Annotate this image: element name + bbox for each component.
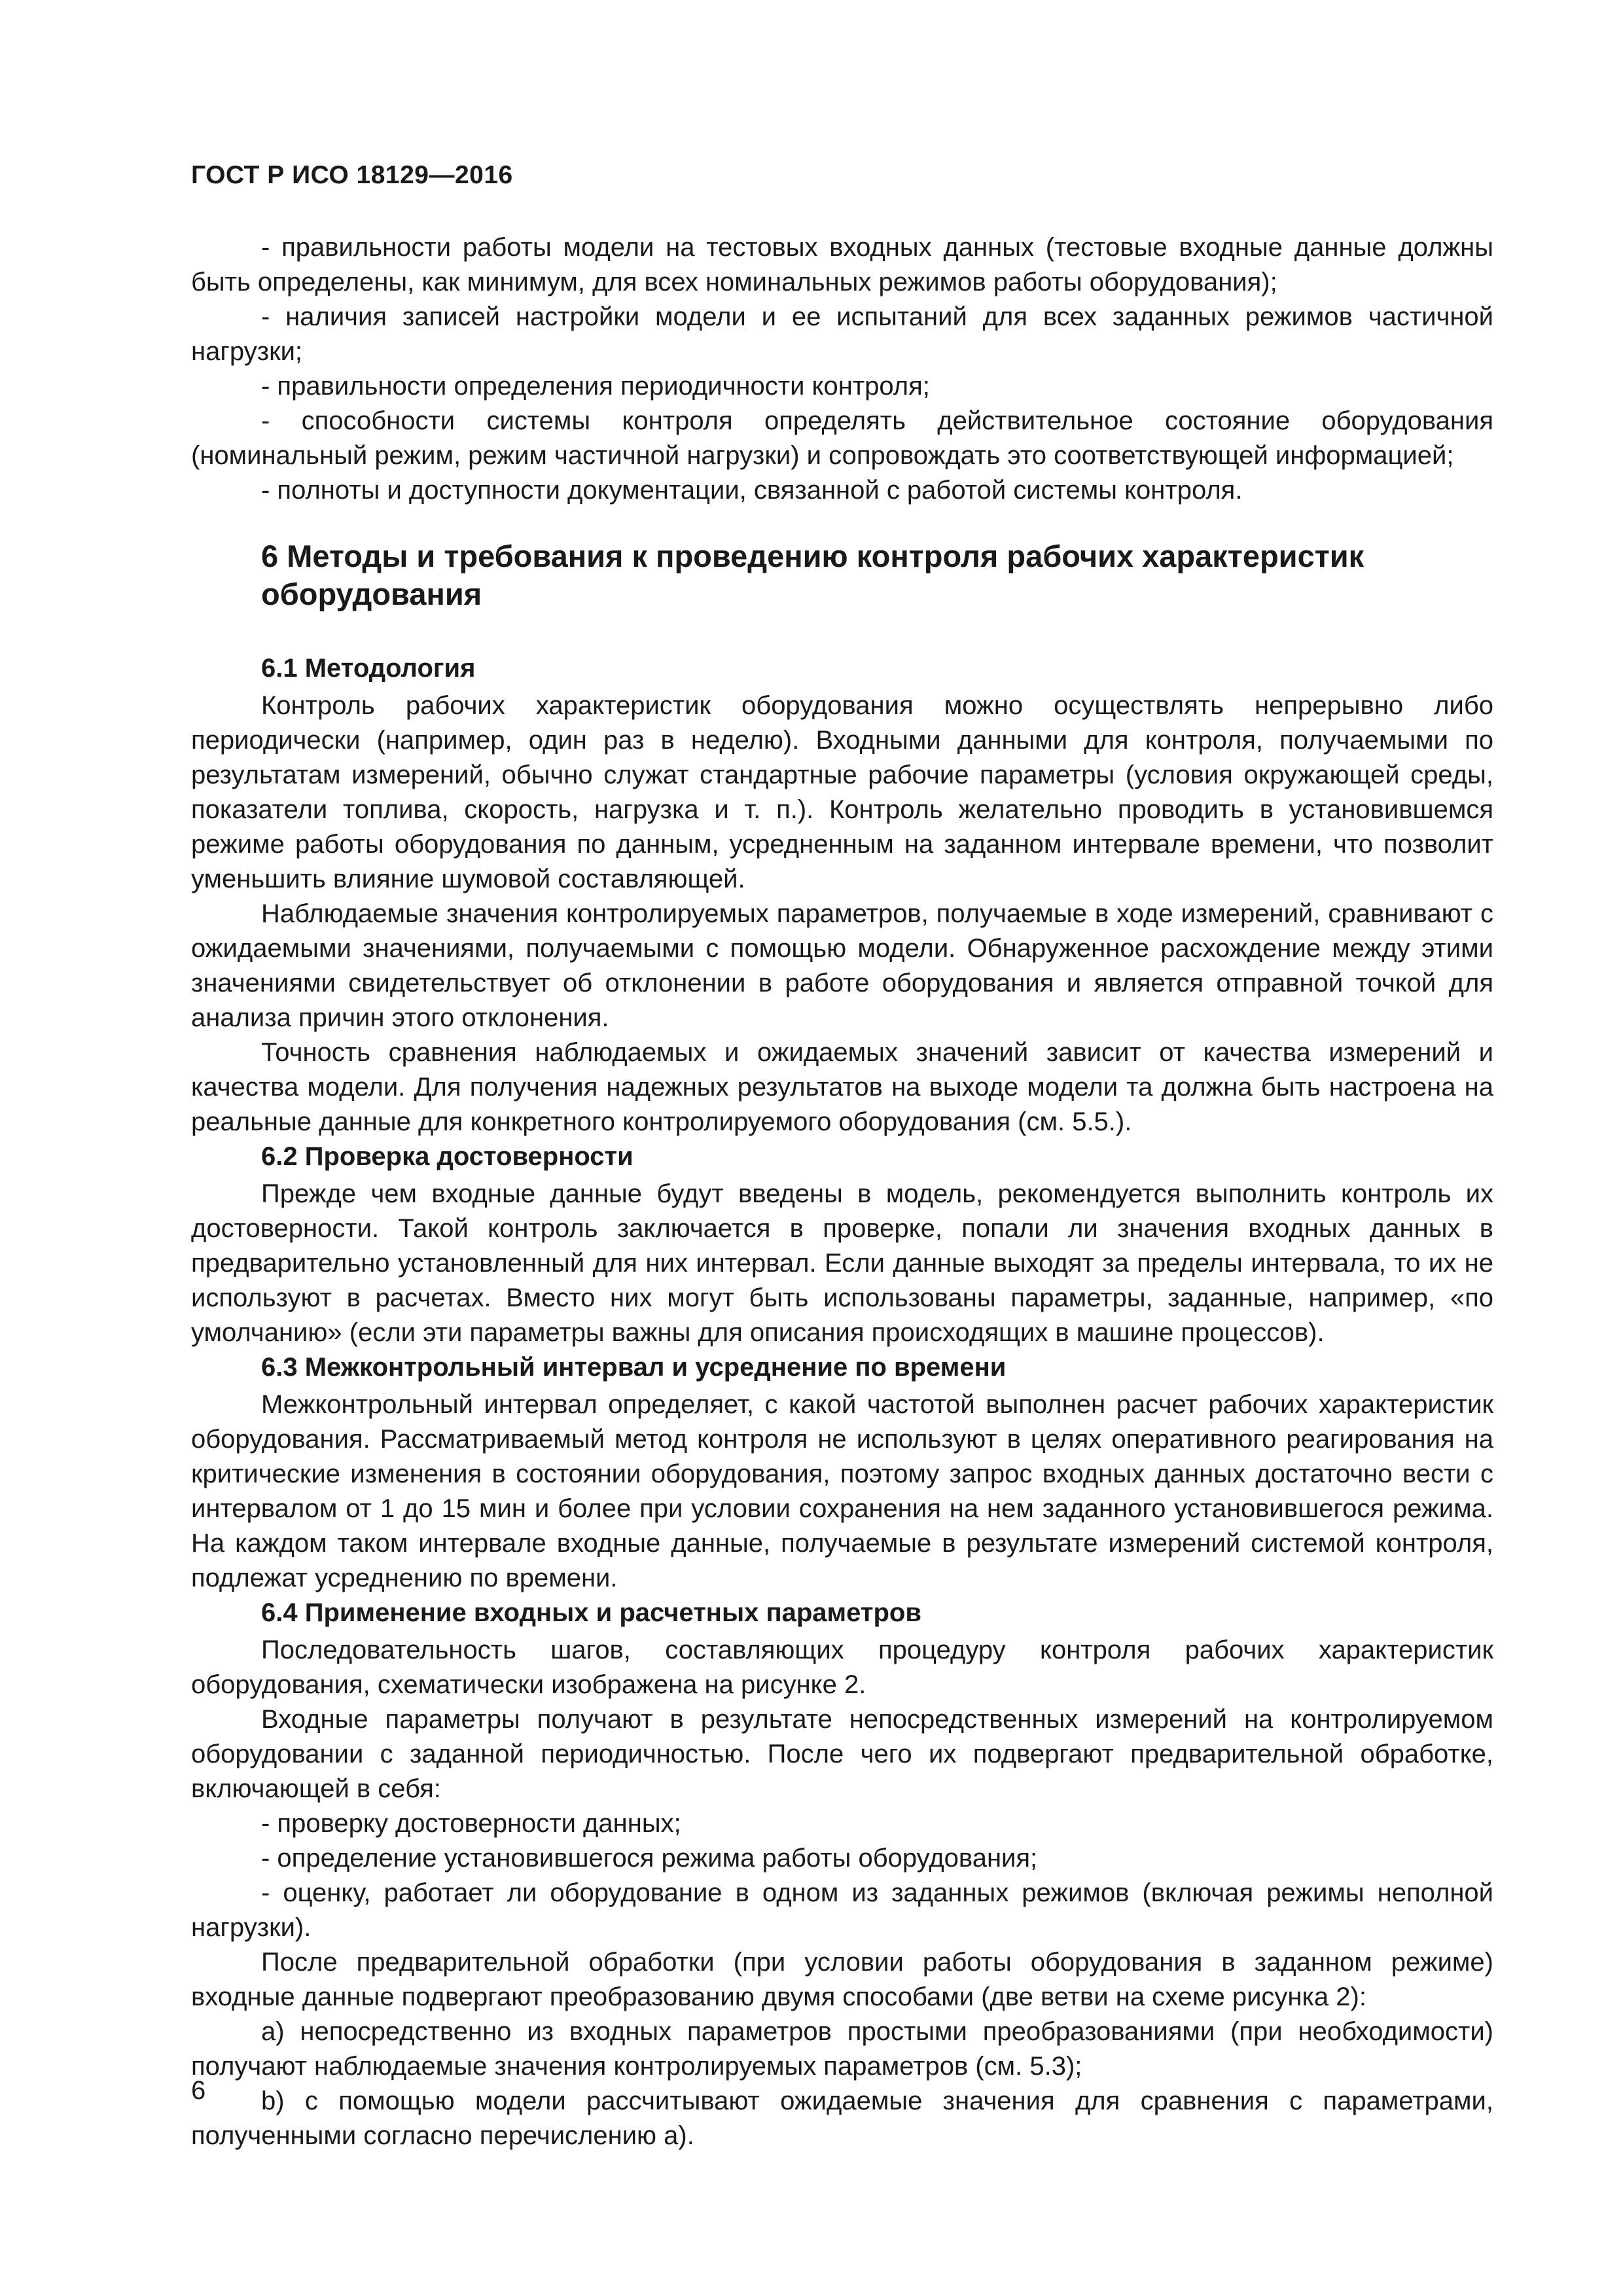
paragraph: Входные параметры получают в результате непосредственных измерений на контролируемом оборудовании с заданной периодичностью. После чего их подвергают предварительной обработке, включающей в себя:: [191, 1705, 1493, 1803]
paragraph: Последовательность шагов, составляющих процедуру контроля рабочих характеристик оборудования, схематически изображена на рисунке 2.: [191, 1636, 1493, 1699]
enumeration-item: b) с помощью модели рассчитывают ожидаемые значения для сравнения с параметрами, полученными согласно перечислению а).: [191, 2087, 1493, 2150]
top-list: [191, 230, 1493, 508]
document-header: ГОСТ Р ИСО 18129—2016: [191, 161, 513, 189]
list-item: - определение установившегося режима работы оборудования;: [261, 1844, 1038, 1873]
section-6-heading: 6 Методы и требования к проведению контроля рабочих характеристик оборудования: [261, 539, 1364, 611]
paragraph: После предварительной обработки (при условии работы оборудования в заданном режиме) входные данные подвергают преобразованию двумя способами (две ветви на схеме рисунка 2):: [191, 1948, 1493, 2011]
paragraph: Наблюдаемые значения контролируемых параметров, получаемые в ходе измерений, сравнивают с ожидаемыми значениями, получаемыми с помощью модели. Обнаруженное расхождение между этими значениями свидетельствует об отклонении в работе оборудования и является отправной точкой для анализа причин этого отклонения.: [191, 899, 1493, 1032]
paragraph: Точность сравнения наблюдаемых и ожидаемых значений зависит от качества измерений и качества модели. Для получения надежных результатов на выходе модели та должна быть настроена на реальные данные для конкретного контролируемого оборудования (см. 5.5.).: [191, 1038, 1493, 1136]
paragraph: Межконтрольный интервал определяет, с какой частотой выполнен расчет рабочих характеристик оборудования. Рассматриваемый метод контроля не используют в целях оперативного реагирования на критические изменения в состоянии оборудования, поэтому запрос входных данных достаточно вести с интервалом от 1 до 15 мин и более при условии сохранения на нем заданного установившегося режима. На каждом таком интервале входные данные, получаемые в результате измерений системой контроля, подлежат усреднению по времени.: [191, 1390, 1493, 1592]
enumeration-item: a) непосредственно из входных параметров простыми преобразованиями (при необходимости) получают наблюдаемые значения контролируемых параметров (см. 5.3);: [191, 2017, 1493, 2081]
paragraph: Прежде чем входные данные будут введены в модель, рекомендуется выполнить контроль их достоверности. Такой контроль заключается в проверке, попали ли значения входных данных в предварительно установленный для них интервал. Если данные выходят за пределы интервала, то их не используют в расчетах. Вместо них могут быть использованы параметры, заданные, например, «по умолчанию» (если эти параметры важны для описания происходящих в машине процессов).: [191, 1179, 1493, 1347]
page-content: [191, 230, 1493, 2153]
page-number: 6: [191, 2076, 206, 2105]
list-item: - проверку достоверности данных;: [261, 1809, 681, 1838]
list-item: - способности системы контроля определять действительное состояние оборудования (номинальный режим, режим частичной нагрузки) и сопровождать это соответствующей информацией;: [191, 406, 1493, 470]
section-6-2-heading: 6.2 Проверка достоверности: [261, 1142, 633, 1171]
list-item: - оценку, работает ли оборудование в одном из заданных режимов (включая режимы неполной нагрузки).: [191, 1878, 1493, 1942]
list-item: - правильности работы модели на тестовых входных данных (тестовые входные данные должны быть определены, как минимум, для всех номинальных режимов работы оборудования);: [191, 233, 1493, 296]
section-6-4-heading: 6.4 Применение входных и расчетных параметров: [261, 1598, 921, 1627]
list-item: - полноты и доступности документации, связанной с работой системы контроля.: [261, 476, 1243, 505]
list-item: - правильности определения периодичности контроля;: [261, 372, 930, 401]
paragraph: Контроль рабочих характеристик оборудования можно осуществлять непрерывно либо периодически (например, один раз в неделю). Входными данными для контроля, получаемыми по результатам измерений, обычно служат стандартные рабочие параметры (условия окружающей среды, показатели топлива, скорость, нагрузка и т. п.). Контроль желательно проводить в установившемся режиме работы оборудования по данным, усредненным на заданном интервале времени, что позволит уменьшить влияние шумовой составляющей.: [191, 691, 1493, 893]
section-6-1-heading: 6.1 Методология: [261, 654, 476, 683]
section-6-3-heading: 6.3 Межконтрольный интервал и усреднение по времени: [261, 1353, 1007, 1382]
list-item: - наличия записей настройки модели и ее испытаний для всех заданных режимов частичной нагрузки;: [191, 302, 1493, 366]
